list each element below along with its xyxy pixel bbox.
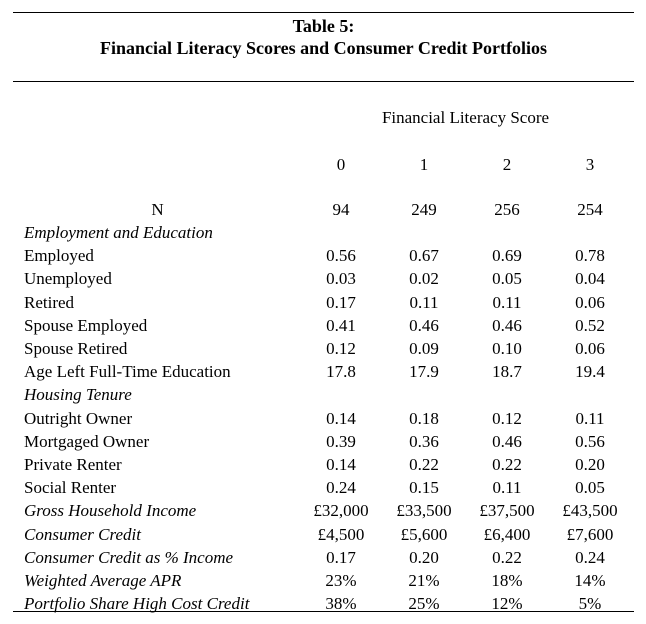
table-cell: 0.17 [326,547,356,567]
column-header: 1 [419,155,429,174]
table-cell: 0.20 [409,547,439,567]
row-label: Private Renter [24,455,122,474]
table-row [0,569,646,592]
table-cell: 0.06 [575,339,605,358]
table-cell: 0.22 [492,547,522,567]
section-header-row [0,221,646,244]
row-label: Employed [24,246,94,266]
column-group-header: Financial Literacy Score [381,108,550,127]
table-cell: 0.04 [575,269,605,289]
table-cell: 0.52 [575,315,605,335]
row-label: Unemployed [24,269,112,289]
table-cell: 0.56 [326,246,356,266]
table-cell: 14% [574,571,606,590]
row-label: Gross Household Income [24,501,197,521]
table-cell: 0.05 [575,478,605,498]
table-cell: 0.11 [492,478,522,498]
table-cell: 0.46 [409,315,439,335]
column-headers [0,153,646,176]
table-cell: 0.09 [409,339,439,358]
table-cell: 0.02 [409,269,439,289]
table-cell: 254 [577,200,603,219]
table-row [0,360,646,383]
table-row [0,407,646,430]
table-cell: 25% [408,594,440,614]
table-cell: 17.8 [326,362,356,382]
row-label: Retired [24,292,75,312]
table-cell: 0.12 [326,339,356,358]
table-cell: 19.4 [575,362,605,382]
table-row [0,546,646,569]
row-label: Social Renter [24,478,117,498]
bottom-rule [13,611,634,612]
table-row [0,499,646,522]
row-label: N [151,200,164,219]
column-header: 3 [585,155,595,174]
table-cell: 38% [325,594,357,614]
table-title-number: Table 5: [292,16,355,36]
table-cell: 18.7 [492,362,522,382]
table-row [0,244,646,267]
table-cell: £43,500 [562,501,618,521]
table-cell: 0.20 [575,455,605,474]
table-cell: 0.06 [575,292,605,312]
table-cell: £7,600 [566,524,614,544]
table-cell: 0.11 [409,292,439,312]
table-cell: 17.9 [409,362,439,382]
table-cell: 0.22 [492,455,522,474]
table-cell: 0.41 [326,315,356,335]
table-cell: 5% [578,594,602,614]
row-label: Age Left Full-Time Education [24,362,231,382]
column-header: 2 [502,155,512,174]
table-cell: 0.56 [575,431,605,451]
table-title: Financial Literacy Scores and Consumer Credit Portfolios [100,38,547,58]
column-header: 0 [336,155,346,174]
row-label: Spouse Retired [24,339,128,358]
table-cell: £37,500 [479,501,535,521]
row-label: Portfolio Share High Cost Credit [24,594,250,614]
table-row-n [0,198,646,221]
table-row [0,314,646,337]
row-label: Spouse Employed [24,315,148,335]
table-row [0,476,646,499]
table-cell: 0.78 [575,246,605,266]
table-cell: 0.15 [409,478,439,498]
table-cell: 256 [494,200,520,219]
row-label: Mortgaged Owner [24,431,150,451]
table-cell: 0.67 [409,246,439,266]
table-cell: 0.11 [575,408,605,428]
table-cell: 0.36 [409,431,439,451]
row-label: Weighted Average APR [24,571,182,590]
table-cell: 21% [408,571,440,590]
table-cell: 0.03 [326,269,356,289]
table-cell: 0.39 [326,431,356,451]
table-row [0,430,646,453]
table-cell: £33,500 [396,501,452,521]
table-cell: 0.11 [492,292,522,312]
section-label: Employment and Education [24,223,213,242]
table-cell: 0.17 [326,292,356,312]
title-rule [13,81,634,82]
table-cell: 94 [332,200,350,219]
row-label: Consumer Credit [24,524,141,544]
table-cell: 12% [491,594,523,614]
table-row [0,291,646,314]
table-cell: 0.24 [326,478,356,498]
table-cell: 0.18 [409,408,439,428]
table-cell: 18% [491,571,523,590]
table-cell: 0.46 [492,315,522,335]
table-cell: £5,600 [400,524,448,544]
table-cell: 249 [411,200,437,219]
table-cell: 0.24 [575,547,605,567]
table-cell: 0.10 [492,339,522,358]
table-row [0,523,646,546]
table-cell: £6,400 [483,524,531,544]
table-cell: 0.69 [492,246,522,266]
table-cell: 0.22 [409,455,439,474]
section-label: Housing Tenure [24,385,132,405]
row-label: Outright Owner [24,408,133,428]
table-row [0,337,646,360]
table-row [0,453,646,476]
row-label: Consumer Credit as % Income [24,547,234,567]
table-cell: 0.14 [326,408,356,428]
table-cell: £32,000 [313,501,369,521]
table-cell: £4,500 [317,524,365,544]
table-cell: 0.05 [492,269,522,289]
table-cell: 0.12 [492,408,522,428]
table-row [0,267,646,290]
table-cell: 23% [325,571,357,590]
section-header-row [0,383,646,406]
table-cell: 0.14 [326,455,356,474]
top-rule [13,12,634,13]
table-cell: 0.46 [492,431,522,451]
